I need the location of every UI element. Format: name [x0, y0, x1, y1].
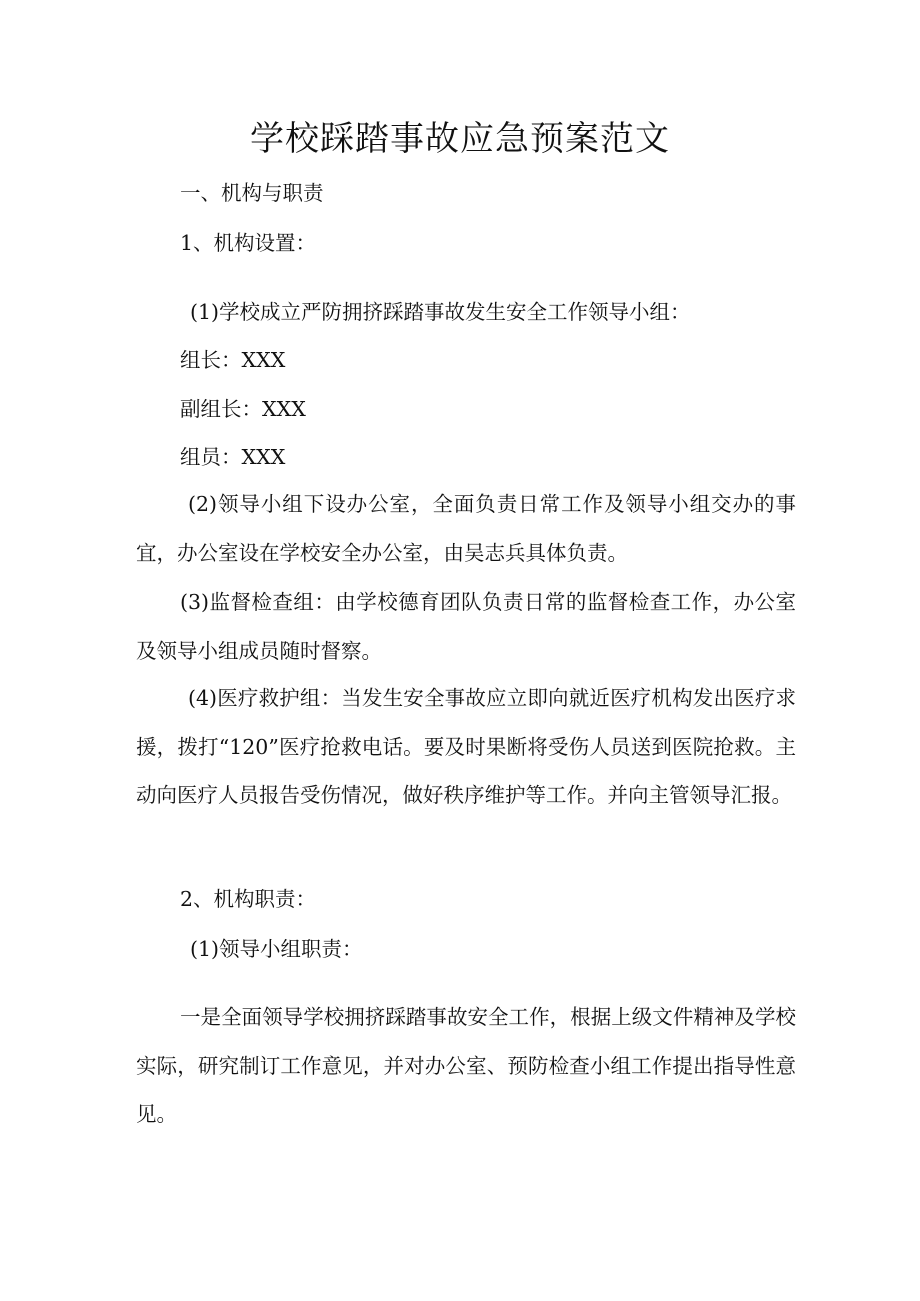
deputy-leader-line: 副组长：XXX [180, 397, 306, 421]
paragraph-supervision: (3)监督检查组：由学校德育团队负责日常的监督检查工作，办公室及领导小组成员随时督察。 [136, 590, 796, 663]
document-title: 学校踩踏事故应急预案范文 [250, 119, 670, 159]
group-intro: (1)学校成立严防拥挤踩踏事故发生安全工作领导小组： [190, 300, 691, 324]
paragraph-duty-one: 一是全面领导学校拥挤踩踏事故安全工作，根据上级文件精神及学校实际，研究制订工作意见，并对办公室、预防检查小组工作提出指导性意见。 [136, 1005, 796, 1126]
duty-heading: (1)领导小组职责： [190, 937, 363, 961]
item-heading: 1、机构设置： [180, 231, 317, 255]
leader-line: 组长：XXX [180, 348, 286, 372]
item-heading: 2、机构职责： [180, 887, 317, 911]
paragraph-medical: (4)医疗救护组：当发生安全事故应立即向就近医疗机构发出医疗求援，拨打“120”医疗抢救电话。要及时果断将受伤人员送到医院抢救。主动向医疗人员报告受伤情况，做好秩序维护等工作。并向主管领导汇报。 [136, 686, 796, 807]
section-heading: 一、机构与职责 [180, 181, 324, 205]
members-line: 组员：XXX [180, 445, 286, 469]
paragraph-office: (2)领导小组下设办公室，全面负责日常工作及领导小组交办的事宜，办公室设在学校安全办公室，由吴志兵具体负责。 [136, 492, 796, 565]
